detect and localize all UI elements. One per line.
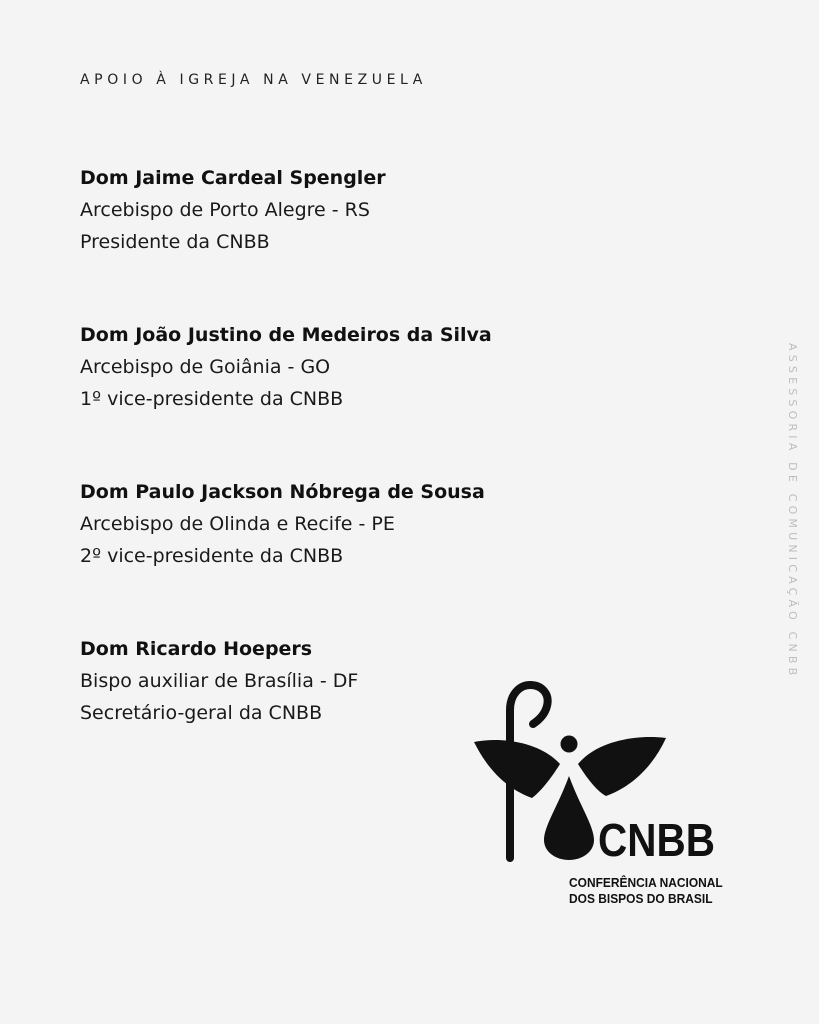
person-name: Dom João Justino de Medeiros da Silva (80, 324, 492, 346)
side-credit-text: ASSESSORIA DE COMUNICAÇÃO CNBB (786, 343, 799, 680)
logo-fullname (569, 875, 723, 907)
person-name: Dom Paulo Jackson Nóbrega de Sousa (80, 481, 485, 503)
person-role: Arcebispo de Porto Alegre - RS (80, 199, 370, 221)
person-block-secretary-general (80, 633, 358, 729)
person-position: 1º vice-presidente da CNBB (80, 388, 344, 410)
person-role: Arcebispo de Olinda e Recife - PE (80, 513, 395, 535)
person-block-president (80, 162, 386, 258)
person-name: Dom Jaime Cardeal Spengler (80, 167, 386, 189)
person-role: Bispo auxiliar de Brasília - DF (80, 670, 359, 692)
logo-line-2: DOS BISPOS DO BRASIL (569, 891, 713, 906)
person-name: Dom Ricardo Hoepers (80, 638, 313, 660)
logo-acronym: CNBB (598, 814, 715, 866)
cnbb-logo (470, 680, 730, 915)
person-position: Secretário-geral da CNBB (80, 702, 323, 724)
person-position: Presidente da CNBB (80, 231, 270, 253)
page-header: APOIO À IGREJA NA VENEZUELA (80, 72, 427, 88)
person-block-second-vice-president (80, 476, 485, 572)
person-position: 2º vice-presidente da CNBB (80, 545, 344, 567)
person-block-first-vice-president (80, 319, 492, 415)
logo-line-1: CONFERÊNCIA NACIONAL (569, 875, 723, 890)
person-role: Arcebispo de Goiânia - GO (80, 356, 331, 378)
